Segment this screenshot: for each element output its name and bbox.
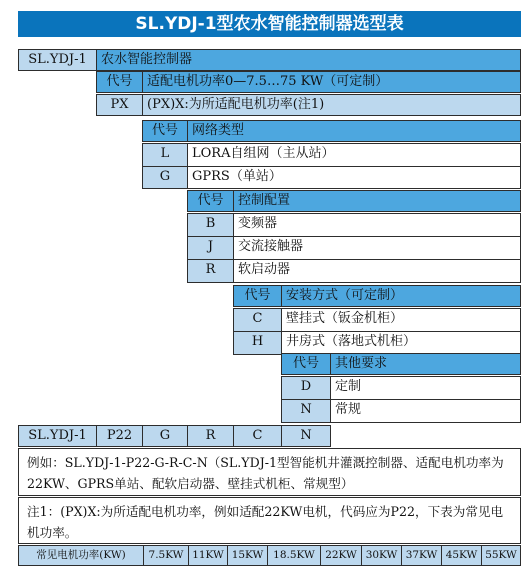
power-value: 22KW (320, 545, 362, 566)
r-code-cell: R (187, 259, 234, 283)
power-value: 37KW (401, 545, 442, 566)
l-desc-cell: LORA自组网（主从站） (187, 143, 521, 167)
model-code-cell: SL.YDJ-1 (18, 49, 97, 71)
d-code-cell: D (281, 376, 331, 400)
install-header: 安装方式（可定制） (281, 285, 521, 307)
example-code-cell: N (281, 425, 331, 447)
n-code-cell: N (281, 399, 331, 423)
j-desc-cell: 交流接触器 (233, 236, 521, 260)
example-code-cell: R (187, 425, 234, 447)
r-desc-cell: 软启动器 (233, 259, 521, 283)
control-code-label: 代号 (187, 190, 234, 212)
power-value: 18.5KW (267, 545, 321, 566)
h-code-cell: H (233, 331, 282, 355)
power-value: 55KW (481, 545, 521, 566)
other-header: 其他要求 (330, 353, 521, 375)
b-desc-cell: 变频器 (233, 213, 521, 237)
power-table-label: 常见电机功率(KW) (18, 545, 144, 566)
example-code-cell: C (233, 425, 282, 447)
power-value: 11KW (188, 545, 228, 566)
power-value: 30KW (361, 545, 402, 566)
example-code-cell: G (142, 425, 188, 447)
g-code-cell: G (142, 166, 188, 189)
model-desc-cell: 农水智能控制器 (96, 49, 521, 71)
power-value: 7.5KW (143, 545, 189, 566)
network-header: 网络类型 (187, 120, 521, 142)
power-code-label: 代号 (96, 71, 143, 93)
example-code-cell: P22 (96, 425, 143, 447)
c-code-cell: C (233, 308, 282, 332)
install-code-label: 代号 (233, 285, 282, 307)
power-value: 45KW (441, 545, 482, 566)
d-desc-cell: 定制 (330, 376, 521, 400)
b-code-cell: B (187, 213, 234, 237)
other-code-label: 代号 (281, 353, 331, 375)
px-desc-cell: (PX)X:为所适配电机功率(注1) (142, 94, 521, 116)
n-desc-cell: 常规 (330, 399, 521, 423)
power-header: 适配电机功率0—7.5…75 KW（可定制） (142, 71, 521, 93)
px-code-cell: PX (96, 94, 143, 116)
example-text: 例如：SL.YDJ-1-P22-G-R-C-N（SL.YDJ-1型智能机井灌溉控制器、适配电机功率为22KW、GPRS单站、配软启动器、壁挂式机柜、常规型） (18, 448, 521, 496)
page-title: SL.YDJ-1型农水智能控制器选型表 (18, 11, 521, 37)
h-desc-cell: 井房式（落地式机柜） (281, 331, 521, 355)
note-text: 注1：(PX)X:为所适配电机功率，例如适配22KW电机，代码应为P22，下表为常见电机功率。 (18, 497, 521, 544)
example-code-cell: SL.YDJ-1 (18, 425, 97, 447)
c-desc-cell: 壁挂式（钣金机柜） (281, 308, 521, 332)
network-code-label: 代号 (142, 120, 188, 142)
power-value: 15KW (227, 545, 268, 566)
l-code-cell: L (142, 143, 188, 167)
g-desc-cell: GPRS（单站） (187, 166, 521, 189)
control-header: 控制配置 (233, 190, 521, 212)
j-code-cell: J (187, 236, 234, 260)
